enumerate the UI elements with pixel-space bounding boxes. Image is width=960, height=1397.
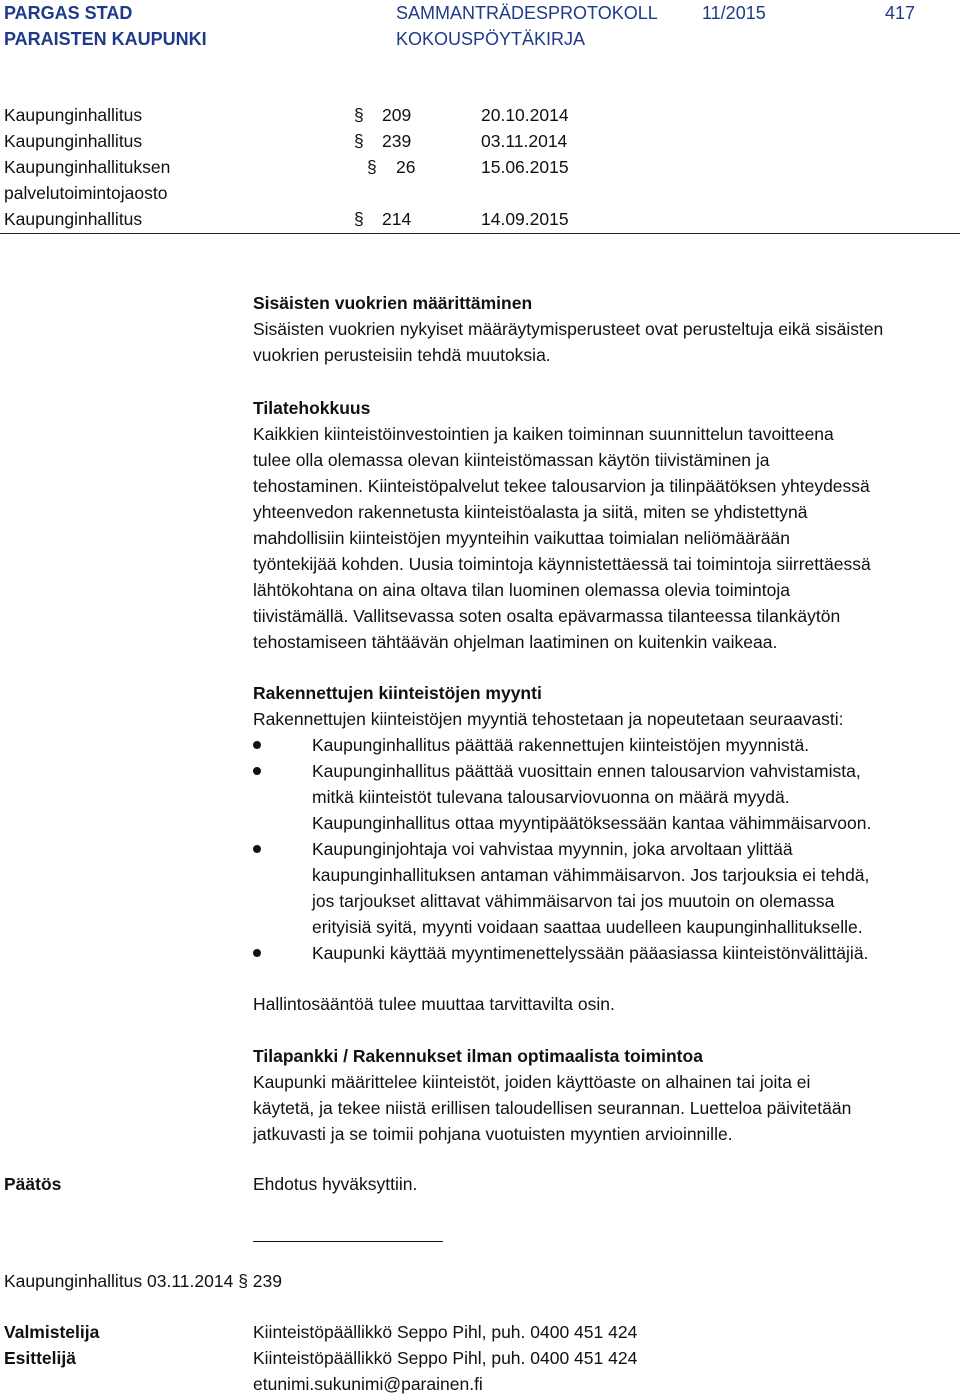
bullet-icon — [253, 845, 261, 853]
section-mark: § — [354, 209, 364, 229]
sales-bullet-list — [253, 732, 958, 966]
page-number: 417 — [885, 3, 916, 23]
paragraph-line: jatkuvasti ja se toimii pohjana vuotuisten myyntien arvioinnille. — [253, 1124, 733, 1144]
signature-divider — [253, 1241, 443, 1242]
paragraph-line: Kaikkien kiinteistöinvestointien ja kaiken toiminnan suunnittelun tavoitteena — [253, 424, 834, 444]
decision-text: Ehdotus hyväksyttiin. — [253, 1174, 418, 1194]
list-item: Kaupunki käyttää myyntimenettelyssään pääasiassa kiinteistönvälittäjiä. — [253, 940, 958, 966]
reference-line: Kaupunginhallitus 03.11.2014 § 239 — [4, 1271, 282, 1291]
list-item: Kaupunginhallitus päättää vuosittain ennen talousarvion vahvistamista, mitkä kiinteistöt tulevana talousarviovuonna on määrä myydä. Kaupunginhallitus ottaa myyntipäätöksessään kantaa vähimmäisarvoon. — [253, 758, 958, 836]
section-mark: § — [367, 157, 377, 177]
section-space-efficiency — [253, 395, 958, 655]
paragraph-line: Hallintosääntöä tulee muuttaa tarvittavilta osin. — [253, 994, 615, 1014]
history-number: 239 — [382, 131, 412, 151]
history-body: Kaupunginhallitus — [4, 209, 143, 229]
decision-label: Päätös — [4, 1174, 62, 1194]
history-number: 209 — [382, 105, 412, 125]
section-space-bank — [253, 1043, 958, 1147]
email-address: etunimi.sukunimi@parainen.fi — [253, 1374, 483, 1394]
list-item: Kaupunginhallitus päättää rakennettujen kiinteistöjen myynnistä. — [253, 732, 958, 758]
presenter-value: Kiinteistöpäällikkö Seppo Pihl, puh. 0400 451 424 — [253, 1348, 638, 1368]
history-body: palvelutoimintojaosto — [4, 183, 168, 203]
preparer-label: Valmistelija — [4, 1322, 100, 1342]
history-body: Kaupunginhallituksen — [4, 157, 171, 177]
section-heading: Sisäisten vuokrien määrittäminen — [253, 293, 533, 313]
history-date: 15.06.2015 — [481, 157, 569, 177]
paragraph-line: lähtökohtana on aina oltava tilan luominen olemassa olevia toimintoja — [253, 580, 791, 600]
regulation-note — [253, 991, 958, 1017]
paragraph-line: työntekijää kohden. Uusia toimintoja käynnistettäessä tai toimintoja siirrettäessä — [253, 554, 871, 574]
list-item: Kaupunginjohtaja voi vahvistaa myynnin, joka arvoltaan ylittää kaupunginhallituksen antaman vähimmäisarvon. Jos tarjouksia ei tehdä, jos tarjoukset alittavat vähimmäisarvon tai jos muutoin on olemassa erityisiä syitä, myynti voidaan saattaa uudelleen kaupunginhallitukselle. — [253, 836, 958, 940]
preparer-value: Kiinteistöpäällikkö Seppo Pihl, puh. 0400 451 424 — [253, 1322, 638, 1342]
history-body: Kaupunginhallitus — [4, 131, 143, 151]
history-date: 20.10.2014 — [481, 105, 569, 125]
section-heading: Tilapankki / Rakennukset ilman optimaalista toimintoa — [253, 1046, 703, 1066]
section-mark: § — [354, 105, 364, 125]
history-date: 14.09.2015 — [481, 209, 569, 229]
section-mark: § — [354, 131, 364, 151]
history-body: Kaupunginhallitus — [4, 105, 143, 125]
paragraph-line: tehostamiseen tähtäävän ohjelman laatiminen on kuitenkin vaikeaa. — [253, 632, 778, 652]
section-heading: Rakennettujen kiinteistöjen myynti — [253, 683, 542, 703]
doc-type-sv: SAMMANTRÄDESPROTOKOLL — [396, 3, 658, 23]
paragraph-line: tehostaminen. Kiinteistöpalvelut tekee talousarvion ja tilinpäätöksen yhteydessä — [253, 476, 870, 496]
section-property-sales — [253, 680, 958, 732]
paragraph-line: vuokrien perusteisiin tehdä muutoksia. — [253, 345, 551, 365]
paragraph-line: mahdollisiin kiinteistöjen myynteihin vaikuttaa toimialan neliömäärään — [253, 528, 790, 548]
issue-number: 11/2015 — [702, 3, 766, 23]
paragraph-line: Rakennettujen kiinteistöjen myyntiä tehostetaan ja nopeutetaan seuraavasti: — [253, 709, 844, 729]
bullet-icon — [253, 949, 261, 957]
history-date: 03.11.2014 — [481, 131, 568, 151]
paragraph-line: Kaupunki määrittelee kiinteistöt, joiden käyttöaste on alhainen tai joita ei — [253, 1072, 811, 1092]
presenter-label: Esittelijä — [4, 1348, 76, 1368]
history-number: 214 — [382, 209, 412, 229]
paragraph-line: yhteenvedon rakennetusta kiinteistöalasta ja siitä, miten se yhdistettynä — [253, 502, 808, 522]
history-number: 26 — [396, 157, 416, 177]
paragraph-line: käytetä, ja tekee niistä erillisen taloudellisen seurannan. Luetteloa päivitetään — [253, 1098, 852, 1118]
bullet-icon — [253, 741, 261, 749]
org-name-fi: PARAISTEN KAUPUNKI — [4, 29, 207, 49]
org-name-sv: PARGAS STAD — [4, 3, 133, 23]
paragraph-line: tiivistämällä. Vallitsevassa soten osalta epävarmassa tilanteessa tilankäytön — [253, 606, 841, 626]
paragraph-line: Sisäisten vuokrien nykyiset määräytymisperusteet ovat perusteltuja eikä sisäisten — [253, 319, 884, 339]
doc-type-fi: KOKOUSPÖYTÄKIRJA — [396, 29, 586, 49]
section-internal-rents — [253, 290, 958, 368]
bullet-icon — [253, 767, 261, 775]
history-divider — [0, 233, 960, 234]
section-heading: Tilatehokkuus — [253, 398, 371, 418]
paragraph-line: tulee olla olemassa olevan kiinteistömassan käytön tiivistäminen ja — [253, 450, 770, 470]
